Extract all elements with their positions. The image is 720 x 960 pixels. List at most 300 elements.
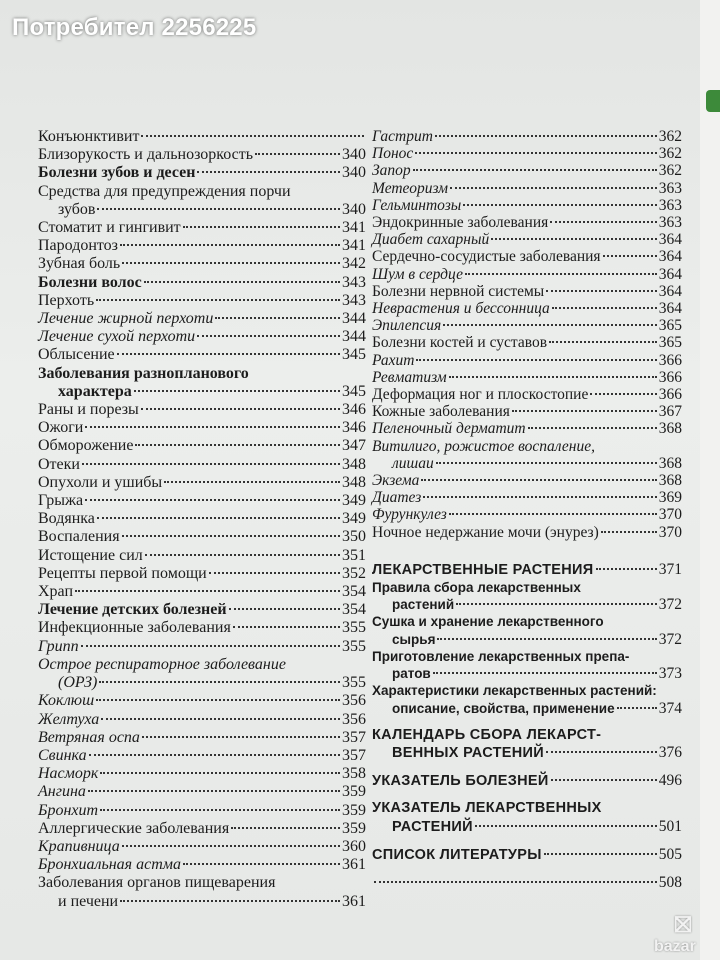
toc-entry-title: Бронхиальная астма — [38, 856, 181, 874]
toc-entry — [38, 437, 366, 455]
toc-entry-title: Правила сбора лекарственных — [372, 580, 581, 596]
page-number: 361 — [342, 856, 366, 874]
toc-entry-title: Шум в сердце — [372, 265, 463, 283]
toc-entry-title: Коклюш — [38, 692, 95, 710]
leader-dots — [550, 221, 656, 223]
leader-dots — [463, 204, 656, 206]
toc-entry-title: Болезни волос — [38, 273, 142, 291]
toc-entry — [38, 146, 366, 164]
toc-entry-title: Водянка — [38, 510, 95, 528]
toc-entry-title: Раны и порезы — [38, 401, 139, 419]
toc-entry-title: Перхоть — [38, 291, 95, 309]
toc-entry-title: Опухоли и ушибы — [38, 473, 163, 491]
toc-right-column — [372, 128, 682, 891]
page-number: 346 — [342, 401, 366, 419]
leader-dots — [122, 262, 340, 264]
page-number: 340 — [342, 200, 366, 218]
toc-entry-title-cont: и печени — [58, 892, 119, 910]
toc-entry-title: Стоматит и гингивит — [38, 219, 181, 237]
toc-entry-title: Ангина — [38, 783, 86, 801]
leader-dots — [423, 496, 656, 498]
toc-entry — [372, 334, 682, 351]
leader-dots — [546, 290, 657, 292]
page-number: 360 — [342, 837, 366, 855]
toc-entry — [372, 727, 682, 762]
toc-entry — [372, 162, 682, 179]
toc-entry — [372, 772, 682, 790]
page-number: 354 — [342, 583, 366, 601]
page-number: 366 — [658, 351, 682, 369]
user-banner: Потребител 2256225 — [12, 14, 257, 41]
page-number: 368 — [658, 420, 682, 438]
toc-entry — [38, 619, 366, 637]
leader-dots — [374, 881, 657, 883]
leader-dots — [88, 790, 340, 792]
page-number: 370 — [658, 506, 682, 524]
toc-entry — [372, 579, 682, 613]
leader-dots — [120, 900, 340, 902]
toc-entry — [38, 838, 366, 856]
toc-entry-title: Отеки — [38, 455, 80, 473]
toc-entry — [38, 419, 366, 437]
leader-dots — [552, 307, 657, 309]
toc-entry-title: Лечение сухой перхоти — [38, 328, 196, 346]
page-number: 364 — [658, 248, 682, 266]
leader-dots — [601, 531, 657, 533]
page-number: 365 — [658, 334, 682, 352]
toc-entry — [38, 656, 366, 692]
toc-entry — [372, 561, 682, 579]
leader-dots — [135, 444, 340, 446]
page-number: 374 — [658, 699, 682, 717]
toc-entry-title: Бронхит — [38, 801, 99, 819]
leader-dots — [416, 359, 656, 361]
page-number: 496 — [658, 772, 682, 790]
toc-entry — [372, 283, 682, 300]
cover-edge — [706, 90, 720, 112]
page-number: 363 — [658, 179, 682, 197]
toc-entry-title: УКАЗАТЕЛЬ БОЛЕЗНЕЙ — [372, 773, 549, 790]
page-number: 346 — [342, 419, 366, 437]
leader-dots — [596, 568, 657, 570]
toc-entry — [372, 231, 682, 248]
page-number: 364 — [658, 265, 682, 283]
toc-entry — [372, 472, 682, 489]
toc-entry-title: Насморк — [38, 765, 99, 783]
toc-entry-title: Грыжа — [38, 492, 84, 510]
toc-entry — [372, 266, 682, 283]
toc-entry — [372, 248, 682, 265]
toc-entry-title: Рахит — [372, 351, 415, 369]
toc-entry-title: Метеоризм — [372, 179, 449, 197]
leader-dots — [421, 479, 656, 481]
toc-entry-title-cont: сырья — [392, 631, 436, 647]
toc-entry — [38, 601, 366, 619]
page-number: 356 — [342, 692, 366, 710]
toc-entry-title-cont: ратов — [392, 666, 431, 682]
toc-entry — [372, 846, 682, 864]
leader-dots — [450, 187, 657, 189]
toc-entry — [372, 613, 682, 647]
page-number: 368 — [658, 454, 682, 472]
leader-dots — [549, 341, 657, 343]
toc-entry — [372, 214, 682, 231]
toc-entry — [38, 692, 366, 710]
page-number: 354 — [342, 601, 366, 619]
leader-dots — [546, 751, 657, 753]
page-number: 364 — [658, 300, 682, 318]
page-number: 359 — [342, 819, 366, 837]
page-number: 341 — [342, 237, 366, 255]
toc-entry — [38, 583, 366, 601]
toc-entry-title: Средства для предупреждения порчи — [38, 182, 291, 200]
toc-entry — [38, 328, 366, 346]
leader-dots — [97, 208, 340, 210]
toc-entry — [38, 219, 366, 237]
toc-entry — [372, 438, 682, 472]
page-number: 356 — [342, 710, 366, 728]
leader-dots — [528, 427, 657, 429]
leader-dots — [443, 324, 656, 326]
leader-dots — [209, 572, 340, 574]
leader-dots — [144, 281, 340, 283]
toc-entry-title-cont: характера — [58, 382, 132, 400]
page-number: 348 — [342, 473, 366, 491]
toc-entry-title-cont: РАСТЕНИЙ — [392, 818, 473, 835]
page-number: 361 — [342, 892, 366, 910]
toc-entry-title: Деформация ног и плоскостопие — [372, 386, 589, 404]
toc-entry-title: Ожоги — [38, 419, 84, 437]
page-number: 505 — [658, 845, 682, 863]
leader-dots — [544, 853, 657, 855]
toc-entry-title: Неврастения и бессонница — [372, 300, 550, 318]
toc-entry-title: КАЛЕНДАРЬ СБОРА ЛЕКАРСТ- — [372, 726, 602, 743]
toc-entry-title: ЛЕКАРСТВЕННЫЕ РАСТЕНИЯ — [372, 561, 594, 578]
basket-icon: ⛝ — [674, 912, 692, 937]
toc-entry-title-cont: растений — [392, 597, 455, 613]
page-number: 357 — [342, 746, 366, 764]
page-number: 349 — [342, 492, 366, 510]
page-number: 365 — [658, 317, 682, 335]
leader-dots — [617, 707, 657, 709]
toc-entry — [38, 874, 366, 910]
toc-entry — [372, 489, 682, 506]
toc-entry-title: Ревматизм — [372, 368, 447, 386]
toc-entry-title: Острое респираторное заболевание — [38, 655, 286, 673]
toc-entry-title: Запор — [372, 162, 411, 180]
leader-dots — [81, 645, 340, 647]
toc-entry-title: Свинка — [38, 746, 87, 764]
page-number: 373 — [658, 665, 682, 683]
leader-dots — [96, 299, 340, 301]
page-number: 345 — [342, 346, 366, 364]
page-number: 372 — [658, 596, 682, 614]
page-number: 364 — [658, 231, 682, 249]
toc-entry-title-cont: лишаи — [392, 454, 434, 472]
toc-entry-title-cont: ВЕННЫХ РАСТЕНИЙ — [392, 744, 544, 761]
toc-entry — [38, 474, 366, 492]
leader-dots — [142, 736, 340, 738]
leader-dots — [255, 153, 340, 155]
leader-dots — [413, 169, 657, 171]
toc-entry-title: Облысение — [38, 346, 115, 364]
toc-entry-title: Эпилепсия — [372, 317, 442, 335]
leader-dots — [141, 408, 340, 410]
leader-dots — [120, 244, 340, 246]
toc-entry — [372, 300, 682, 317]
toc-entry — [38, 456, 366, 474]
leader-dots — [85, 426, 340, 428]
toc-entry — [372, 800, 682, 835]
page-number: 362 — [658, 145, 682, 163]
page-number: 501 — [658, 817, 682, 835]
leader-dots — [197, 171, 340, 173]
toc-entry-title: Лечение жирной перхоти — [38, 310, 214, 328]
page-number: 508 — [658, 873, 682, 891]
toc-entry — [372, 648, 682, 682]
page-number: 359 — [342, 783, 366, 801]
toc-left-column — [38, 128, 366, 911]
leader-dots — [435, 135, 657, 137]
toc-entry — [372, 197, 682, 214]
toc-entry — [38, 510, 366, 528]
leader-dots — [134, 390, 340, 392]
leader-dots — [164, 481, 340, 483]
toc-entry — [38, 346, 366, 364]
toc-entry-title: Ночное недержание мочи (энурез) — [372, 523, 599, 541]
toc-entry-title: Витилиго, рожистое воспаление, — [372, 437, 595, 455]
leader-dots — [437, 638, 656, 640]
toc-entry — [372, 420, 682, 437]
toc-entry — [38, 820, 366, 838]
toc-entry-title: Воспаления — [38, 528, 120, 546]
toc-entry — [372, 682, 682, 716]
toc-entry-title: Болезни зубов и десен — [38, 164, 196, 182]
toc-entry — [38, 164, 366, 182]
page-edge — [700, 0, 720, 960]
leader-dots — [145, 554, 340, 556]
page-number: 376 — [658, 743, 682, 761]
toc-entry-title: Обморожение — [38, 437, 134, 455]
page-number: 370 — [658, 523, 682, 541]
leader-dots — [122, 535, 340, 537]
page-number: 364 — [658, 282, 682, 300]
leader-dots — [117, 353, 340, 355]
toc-entry-title: Аллергические заболевания — [38, 819, 230, 837]
toc-entry-title: Ветряная оспа — [38, 728, 140, 746]
toc-entry-title: Грипп — [38, 637, 79, 655]
page-number: 367 — [658, 403, 682, 421]
toc-entry-title: Истощение сил — [38, 546, 143, 564]
toc-entry — [38, 565, 366, 583]
toc-entry — [38, 237, 366, 255]
toc-entry — [372, 145, 682, 162]
leader-dots — [97, 517, 340, 519]
toc-entry-title: Гельминтозы — [372, 196, 462, 214]
toc-entry — [372, 128, 682, 145]
leader-dots — [436, 462, 657, 464]
page-number: 357 — [342, 728, 366, 746]
leader-dots — [122, 845, 340, 847]
toc-entry — [372, 506, 682, 523]
page-number: 345 — [342, 382, 366, 400]
leader-dots — [96, 699, 340, 701]
toc-entry-title: Крапивница — [38, 837, 120, 855]
toc-entry — [38, 547, 366, 565]
leader-dots — [99, 681, 340, 683]
page-number: 372 — [658, 630, 682, 648]
leader-dots — [100, 772, 340, 774]
page-number: 348 — [342, 455, 366, 473]
toc-entry — [372, 180, 682, 197]
toc-entry — [38, 856, 366, 874]
page-number: 355 — [342, 619, 366, 637]
page-number: 355 — [342, 637, 366, 655]
toc-entry-title: Близорукость и дальнозоркость — [38, 146, 254, 164]
toc-entry — [372, 524, 682, 541]
toc-entry-title: Фурункулез — [372, 506, 447, 524]
leader-dots — [433, 672, 657, 674]
leader-dots — [82, 463, 340, 465]
page-number: 362 — [658, 162, 682, 180]
toc-entry — [372, 386, 682, 403]
page-number: 340 — [342, 164, 366, 182]
toc-entry — [372, 317, 682, 334]
leader-dots — [89, 754, 340, 756]
toc-entry-title: УКАЗАТЕЛЬ ЛЕКАРСТВЕННЫХ — [372, 800, 602, 817]
toc-entry — [38, 492, 366, 510]
page-number: 363 — [658, 196, 682, 214]
toc-entry-title: Храп — [38, 583, 74, 601]
page-number: 344 — [342, 328, 366, 346]
leader-dots — [183, 226, 340, 228]
toc-entry-title: Заболевания разнопланового — [38, 364, 249, 382]
page-number: 358 — [342, 765, 366, 783]
page-number: 369 — [658, 489, 682, 507]
toc-entry-title: Желтуха — [38, 710, 100, 728]
page-number: 355 — [342, 674, 366, 692]
leader-dots — [512, 410, 657, 412]
page-number: 343 — [342, 291, 366, 309]
toc-entry — [38, 292, 366, 310]
toc-entry — [38, 255, 366, 273]
leader-dots — [231, 827, 340, 829]
toc-entry-title: Конъюнктивит — [38, 128, 140, 145]
leader-dots — [215, 317, 340, 319]
toc-entry-title: Гастрит — [372, 128, 433, 145]
page-number: 340 — [342, 146, 366, 164]
page-number: 366 — [658, 368, 682, 386]
toc-entry — [38, 765, 366, 783]
page-number: 362 — [658, 128, 682, 145]
toc-entry — [38, 747, 366, 765]
leader-dots — [197, 335, 340, 337]
toc-entry — [372, 352, 682, 369]
toc-entry-title: Зубная боль — [38, 255, 121, 273]
toc-entry-title: Рецепты первой помощи — [38, 564, 207, 582]
page-number: 343 — [342, 273, 366, 291]
page-number: 344 — [342, 310, 366, 328]
leader-dots — [141, 135, 364, 137]
page-number: 349 — [342, 510, 366, 528]
toc-entry — [38, 638, 366, 656]
toc-entry — [38, 310, 366, 328]
toc-entry — [38, 128, 366, 146]
page-number: 347 — [342, 437, 366, 455]
toc-entry-title: Экзема — [372, 472, 420, 490]
toc-entry-title: Пеленочный дерматит — [372, 420, 526, 438]
toc-entry-title: Эндокринные заболевания — [372, 214, 549, 232]
page-number: 352 — [342, 564, 366, 582]
page-number: 368 — [658, 472, 682, 490]
toc-entry-title-cont: зубов — [58, 200, 96, 218]
toc-entry — [38, 274, 366, 292]
toc-entry — [38, 365, 366, 401]
leader-dots — [590, 393, 656, 395]
page-number: 359 — [342, 801, 366, 819]
page-number: 366 — [658, 386, 682, 404]
page-number: 371 — [658, 560, 682, 578]
leader-dots — [449, 513, 657, 515]
site-logo — [654, 912, 712, 955]
leader-dots — [75, 590, 340, 592]
logo-text: bazar — [654, 938, 696, 955]
toc-entry — [38, 183, 366, 219]
toc-entry — [372, 369, 682, 386]
leader-dots — [449, 376, 657, 378]
leader-dots — [551, 779, 657, 781]
toc-entry-title: Заболевания органов пищеварения — [38, 874, 276, 892]
leader-dots — [465, 273, 657, 275]
page-number: 341 — [342, 219, 366, 237]
toc-entry — [38, 401, 366, 419]
leader-dots — [85, 499, 340, 501]
toc-entry-title: Понос — [372, 145, 414, 163]
toc-entry — [372, 403, 682, 420]
toc-entry-title: Инфекционные заболевания — [38, 619, 231, 637]
toc-entry-title: Диатез — [372, 489, 422, 507]
toc-entry — [38, 528, 366, 546]
toc-entry-title: Болезни нервной системы — [372, 282, 545, 300]
toc-entry — [38, 711, 366, 729]
toc-entry — [38, 729, 366, 747]
toc-entry-title: СПИСОК ЛИТЕРАТУРЫ — [372, 846, 542, 863]
leader-dots — [475, 825, 657, 827]
toc-entry-title: Сушка и хранение лекарственного — [372, 614, 604, 630]
leader-dots — [415, 152, 656, 154]
leader-dots — [233, 626, 340, 628]
leader-dots — [101, 718, 340, 720]
toc-entry-title: Пародонтоз — [38, 237, 118, 255]
toc-entry — [38, 783, 366, 801]
toc-entry-title: Лечение детских болезней — [38, 601, 227, 619]
toc-entry-title: Диабет сахарный — [372, 231, 490, 249]
page-number: 363 — [658, 214, 682, 232]
leader-dots — [491, 238, 657, 240]
leader-dots — [229, 608, 340, 610]
toc-entry-title: Сердечно-сосудистые заболевания — [372, 248, 601, 266]
page-number: 342 — [342, 255, 366, 273]
leader-dots — [456, 603, 657, 605]
toc-entry-title-cont: описание, свойства, применение — [392, 700, 615, 716]
leader-dots — [603, 255, 657, 257]
leader-dots — [100, 809, 340, 811]
page-number: 351 — [342, 546, 366, 564]
toc-entry-title-cont: (ОРЗ) — [58, 674, 98, 692]
toc-entry-title: Приготовление лекарственных препа- — [372, 648, 630, 664]
toc-entry-title: Болезни костей и суставов — [372, 334, 548, 352]
toc-entry-title: Характеристики лекарственных растений: — [372, 683, 657, 699]
